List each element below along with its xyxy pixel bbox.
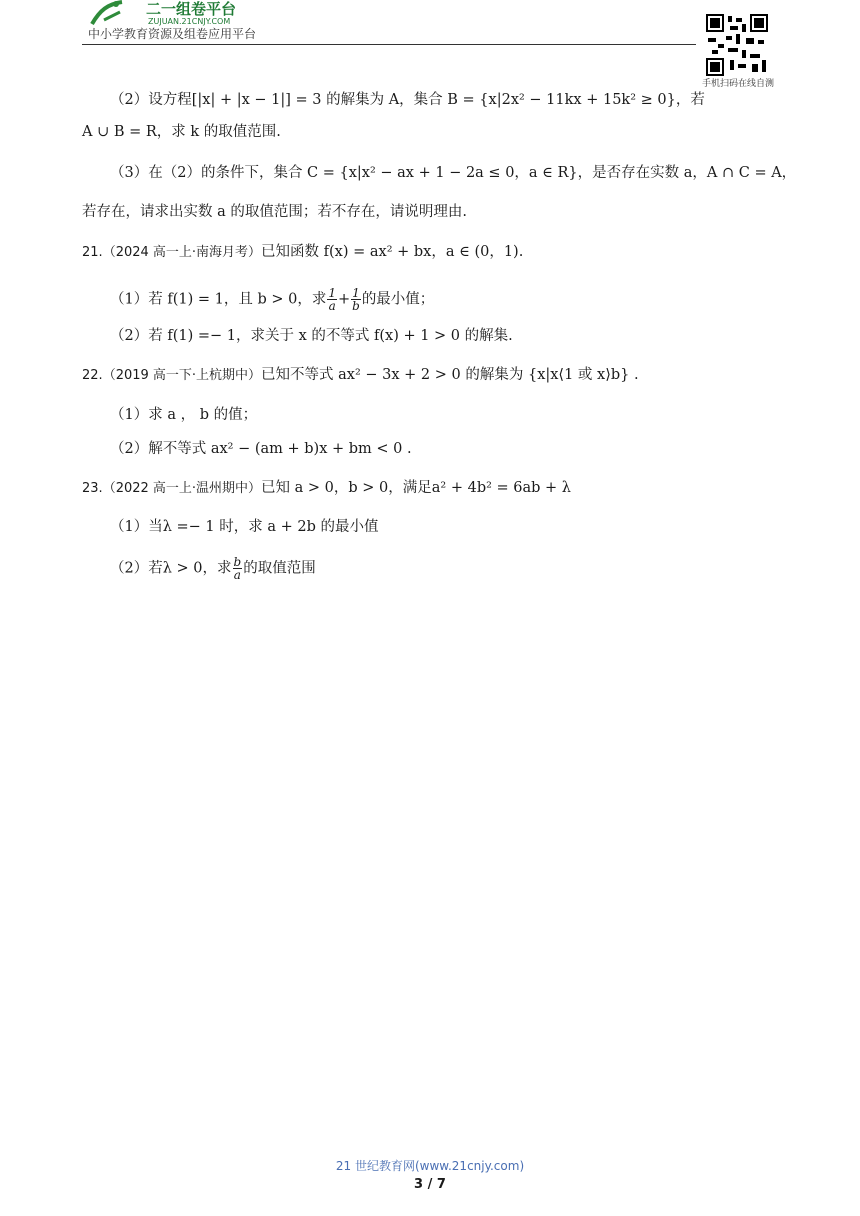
stem-text: 已知不等式 ax² − 3x + 2 > 0 的解集为 {x|x⟨1 或 x⟩b} . — [261, 367, 639, 383]
question-21-stem — [82, 242, 523, 263]
question-22-part2: （2）解不等式 ax² − (am + b)x + bm < 0 . — [110, 441, 412, 457]
part-text: （2）若λ > 0，求 — [110, 560, 232, 577]
question-22-stem — [82, 365, 639, 386]
logo-icon — [86, 0, 276, 26]
fraction: $\frac{1}{b}$ — [352, 286, 360, 313]
question-number: 23. — [82, 481, 103, 496]
source-tag: （2022 高一上·温州期中） — [102, 481, 262, 496]
source-tag: （2019 高一下·上杭期中） — [102, 368, 262, 383]
question-21-part2: （2）若 f(1) =− 1，求关于 x 的不等式 f(x) + 1 > 0 的解集. — [110, 328, 513, 344]
part-text: 的取值范围 — [243, 560, 316, 577]
fraction: $\frac{1}{a}$ — [328, 286, 336, 313]
plus-sign: + — [337, 291, 351, 308]
q20-part3-line1: （3）在（2）的条件下，集合 C = {x|x² − ax + 1 − 2a ≤ 0，a ∈ R}，是否存在实数 a，A ∩ C = A， — [110, 165, 797, 181]
fraction: $\frac{b}{a}$ — [233, 555, 242, 582]
svg-text:二一组卷平台: 二一组卷平台 — [146, 0, 237, 18]
question-number: 22. — [82, 368, 103, 383]
page-number: 3 / 7 — [414, 1177, 446, 1192]
question-23-stem — [82, 478, 571, 499]
q20-part3-line2: 若存在，请求出实数 a 的取值范围；若不存在，请说明理由. — [82, 204, 467, 220]
stem-text: 已知 a > 0，b > 0，满足a² + 4b² = 6ab + λ — [261, 480, 571, 496]
question-21-part1 — [110, 287, 434, 312]
question-22-part1: （1）求 a ， b 的值； — [110, 407, 258, 423]
svg-text:ZUJUAN.21CNJY.COM: ZUJUAN.21CNJY.COM — [148, 17, 231, 26]
part-text: 的最小值； — [361, 291, 435, 308]
q20-part2-line2: A ∪ B = R，求 k 的取值范围. — [82, 124, 281, 140]
page-header — [82, 0, 696, 45]
footer-link[interactable]: 21 世纪教育网(www.21cnjy.com) — [335, 1159, 525, 1173]
qr-caption: 手机扫码在线自测 — [701, 79, 774, 89]
q20-part2-line1: （2）设方程[|x| + |x − 1|] = 3 的解集为 A，集合 B = {x|2x² − 11kx + 15k² ≥ 0}，若 — [110, 92, 705, 108]
stem-text: 已知函数 f(x) = ax² + bx，a ∈ (0，1). — [261, 244, 524, 260]
question-23-part2 — [110, 556, 316, 581]
source-tag: （2024 高一上·南海月考） — [102, 245, 262, 260]
question-number: 21. — [82, 245, 103, 260]
header-subtitle: 中小学教育资源及组卷应用平台 — [88, 27, 257, 41]
qr-code-icon[interactable] — [706, 14, 768, 76]
question-23-part1: （1）当λ =− 1 时，求 a + 2b 的最小值 — [110, 519, 379, 535]
part-text: （1）若 f(1) = 1，且 b > 0，求 — [110, 291, 327, 308]
